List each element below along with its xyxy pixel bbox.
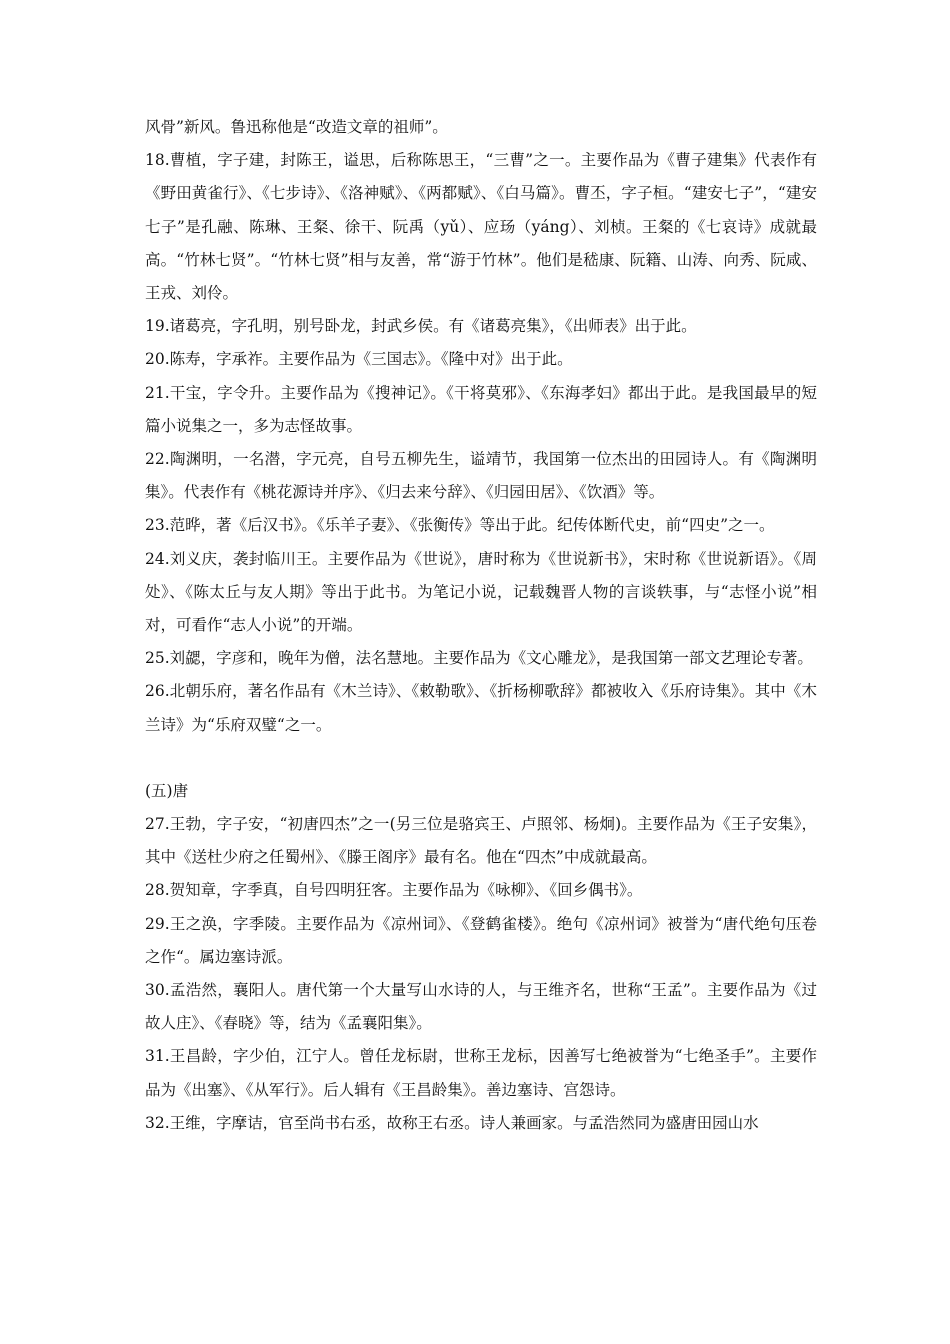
paragraph-he-zhizhang: 28.贺知章，字季真，自号四明狂客。主要作品为《咏柳》、《回乡偶书》。 xyxy=(145,881,643,900)
paragraph-meng-haoran: 30.孟浩然，襄阳人。唐代第一个大量写山水诗的人，与王维齐名，世称“王孟”。主要作品为《过故人庄》、《春晓》等，结为《孟襄阳集》。 xyxy=(145,981,817,1033)
paragraph-gan-bao: 21.干宝，字令升。主要作品为《搜神记》。《干将莫邪》、《东海孝妇》都出于此。是我国最早的短篇小说集之一，多为志怪故事。 xyxy=(145,383,817,435)
paragraph-zhuge-liang: 19.诸葛亮，字孔明，别号卧龙，封武乡侯。有《诸葛亮集》，《出师表》出于此。 xyxy=(145,317,697,336)
paragraph-wang-zhihuan: 29.王之涣，字季陵。主要作品为《凉州词》、《登鹤雀楼》。绝句《凉州词》被誉为“唐代绝句压卷之作“。属边塞诗派。 xyxy=(145,914,817,966)
paragraph-cao-zhi: 18.曹植，字子建，封陈王，谥思，后称陈思王，“三曹”之一。主要作品为《曹子建集》代表作有《野田黄雀行》、《七步诗》、《洛神赋》、《两都赋》、《白马篇》。曹丕，字子桓。“建安七子”，“建安七子”是孔融、陈琳、王粲、徐干、阮禹（yǔ）、应玚（yáng）、刘桢。王粲的《七哀诗》成就最高。“竹林七贤”。“竹林七贤”相与友善，常“游于竹林”。他们是嵇康、阮籍、山涛、向秀、阮咸、王戎、刘伶。 xyxy=(145,151,817,303)
paragraph-beichao-yuefu: 26.北朝乐府，著名作品有《木兰诗》、《敕勒歌》、《折杨柳歌辞》都被收入《乐府诗集》。其中《木兰诗》为“乐府双璧“之一。 xyxy=(145,682,817,734)
section-spacer xyxy=(145,742,817,775)
paragraph-continuation: 风骨”新风。鲁迅称他是“改造文章的祖师”。 xyxy=(145,118,448,136)
paragraph-chen-shou: 20.陈寿，字承祚。主要作品为《三国志》。《隆中对》出于此。 xyxy=(145,350,573,369)
paragraph-tao-yuanming: 22.陶渊明，一名潜，字元亮，自号五柳先生，谥靖节，我国第一位杰出的田园诗人。有《陶渊明集》。代表作有《桃花源诗并序》、《归去来兮辞》、《归园田居》、《饮酒》等。 xyxy=(145,450,817,502)
paragraph-fan-ye: 23.范晔，著《后汉书》。《乐羊子妻》、《张衡传》等出于此。纪传体断代史，前“四史”之一。 xyxy=(145,516,775,535)
document-body xyxy=(145,111,817,1140)
paragraph-liu-yiqing: 24.刘义庆，袭封临川王。主要作品为《世说》，唐时称为《世说新书》，宋时称《世说新语》。《周处》、《陈太丘与友人期》等出于此书。为笔记小说，记载魏晋人物的言谈轶事，与“志怪小说”相对，可看作“志人小说”的开端。 xyxy=(145,549,817,635)
paragraph-wang-bo: 27.王勃，字子安，“初唐四杰”之一(另三位是骆宾王、卢照邻、杨炯)。主要作品为《王子安集》，其中《送杜少府之任蜀州》、《滕王阁序》最有名。他在“四杰”中成就最高。 xyxy=(145,815,817,867)
section-heading: (五)唐 xyxy=(145,781,189,800)
paragraph-wang-changling: 31.王昌龄，字少伯，江宁人。曾任龙标尉，世称王龙标，因善写七绝被誉为“七绝圣手”。主要作品为《出塞》、《从军行》。后人辑有《王昌龄集》。善边塞诗、宫怨诗。 xyxy=(145,1047,817,1099)
paragraph-wang-wei: 32.王维，字摩诘，官至尚书右丞，故称王右丞。诗人兼画家。与孟浩然同为盛唐田园山水 xyxy=(145,1113,759,1132)
paragraph-liu-xie: 25.刘勰，字彦和，晚年为僧，法名慧地。主要作品为《文心雕龙》，是我国第一部文艺理论专著。 xyxy=(145,649,813,668)
